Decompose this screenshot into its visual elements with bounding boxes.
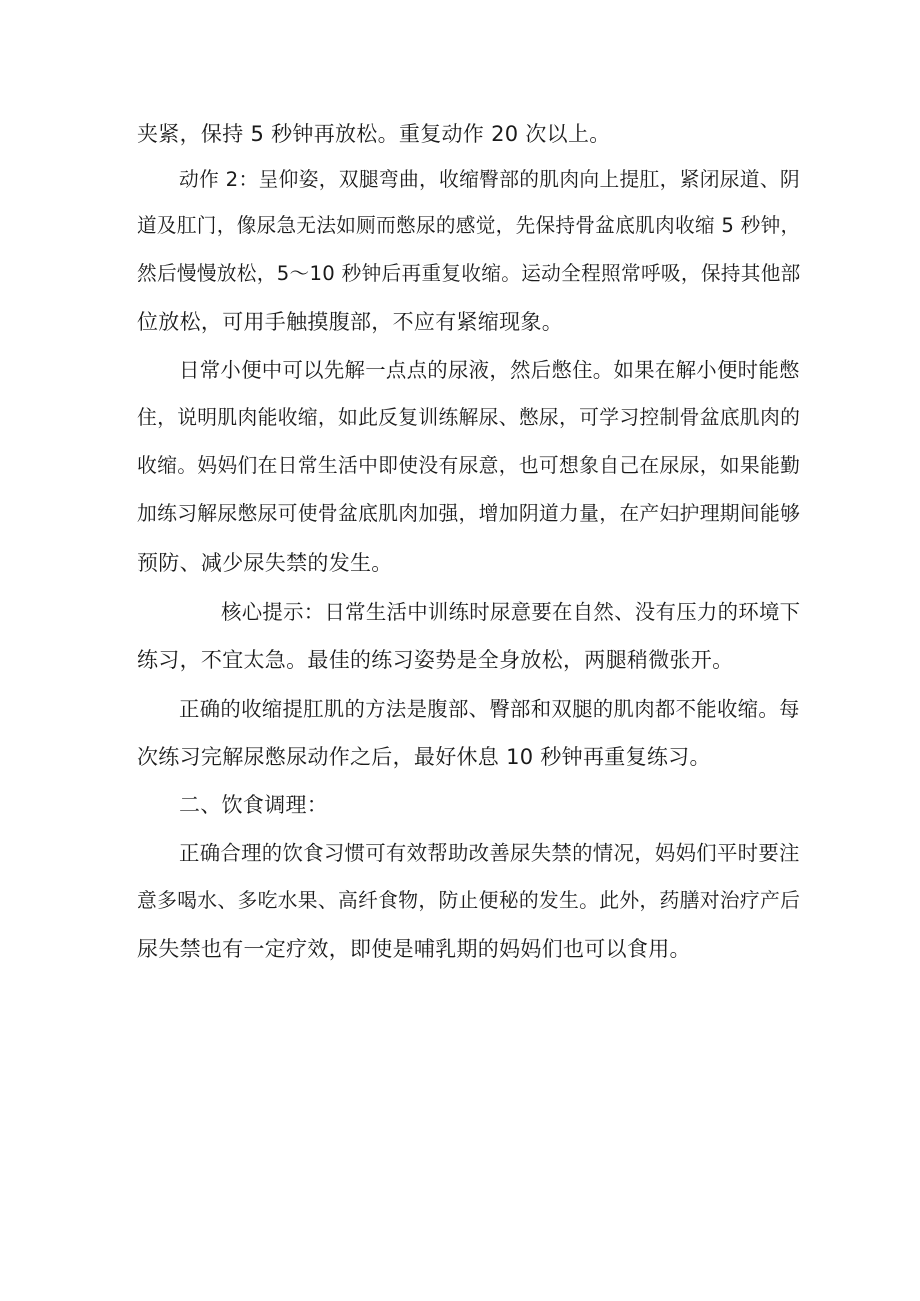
text-line: 住，说明肌肉能收缩，如此反复训练解尿、憋尿，可学习控制骨盆底肌肉的 — [137, 406, 801, 429]
text-line: 正确合理的饮食习惯可有效帮助改善尿失禁的情况，妈妈们平时要注 — [179, 841, 800, 865]
text-line: 练习，不宜太急。最佳的练习姿势是全身放松，两腿稍微张开。 — [137, 648, 734, 672]
text-line: 位放松，可用手触摸腹部，不应有紧缩现象。 — [137, 310, 563, 334]
text-line: 收缩。妈妈们在日常生活中即使没有尿意，也可想象自己在尿尿，如果能勤 — [137, 454, 801, 477]
text-line: 预防、减少尿失禁的发生。 — [137, 551, 393, 575]
text-line: 尿失禁也有一定疗效，即使是哺乳期的妈妈们也可以食用。 — [137, 937, 691, 961]
text-line: 日常小便中可以先解一点点的尿液，然后憋住。如果在解小便时能憋 — [179, 358, 800, 382]
text-line: 道及肛门，像尿急无法如厕而憋尿的感觉，先保持骨盆底肌肉收缩 5 秒钟， — [137, 214, 801, 237]
text-line: 次练习完解尿憋尿动作之后，最好休息 10 秒钟再重复练习。 — [137, 745, 711, 769]
text-line: 动作 2：呈仰姿，双腿弯曲，收缩臀部的肌肉向上提肛，紧闭尿道、阴 — [179, 168, 800, 191]
text-line: 加练习解尿憋尿可使骨盆底肌肉加强，增加阴道力量，在产妇护理期间能够 — [137, 502, 801, 525]
text-line: 核心提示：日常生活中训练时尿意要在自然、没有压力的环境下 — [221, 600, 801, 624]
text-line: 意多喝水、多吃水果、高纤食物，防止便秘的发生。此外，药膳对治疗产后 — [137, 889, 801, 912]
text-line: 夹紧，保持 5 秒钟再放松。重复动作 20 次以上。 — [137, 122, 611, 146]
text-line: 然后慢慢放松，5～10 秒钟后再重复收缩。运动全程照常呼吸，保持其他部 — [137, 262, 801, 285]
text-line: 正确的收缩提肛肌的方法是腹部、臀部和双腿的肌肉都不能收缩。每 — [179, 697, 800, 721]
section-heading: 二、饮食调理： — [179, 793, 329, 817]
